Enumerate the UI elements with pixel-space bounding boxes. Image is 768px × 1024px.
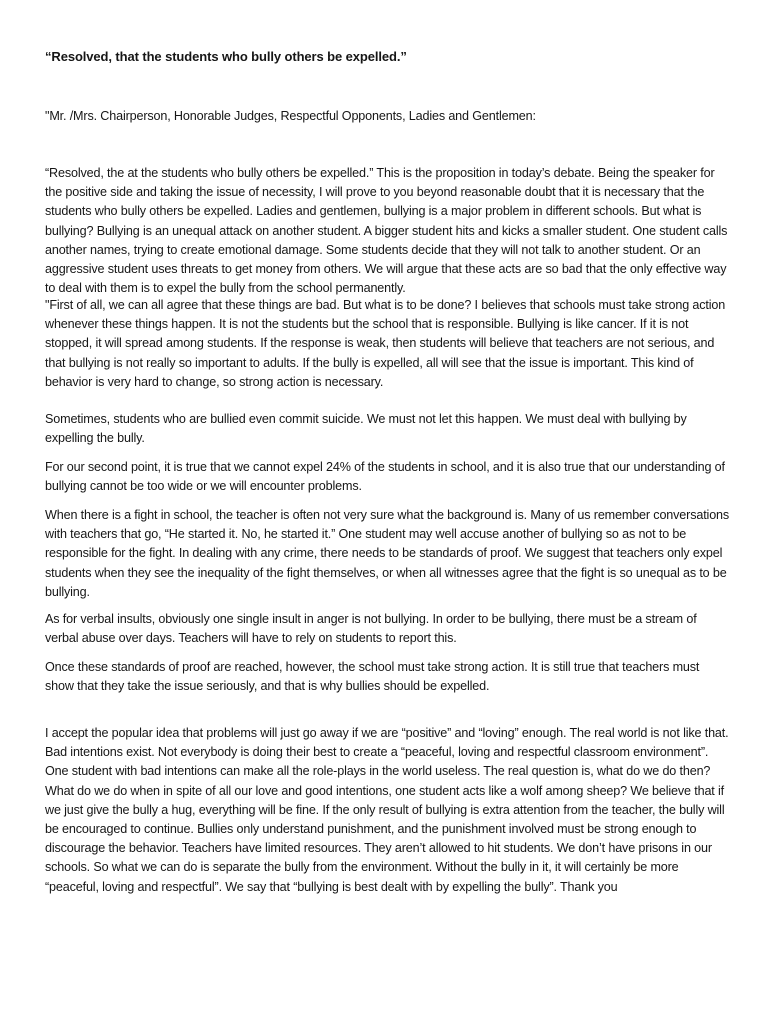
paragraph-conclusion: I accept the popular idea that problems will just go away if we are “positive” and “loving” enough. The real world is not like that. Bad intentions exist. Not everybody is doing their best to create a “peaceful, loving and respectful classroom environment”. One student with bad intentions can make all the role-plays in the world useless. The real question is, what do we do then? What do we do when in spite of all our love and good intentions, one student acts like a wolf among sheep? We believe that if we just give the bully a hug, everything will be fine. If the only result of bullying is extra attention from the teacher, the bully will be encouraged to continue. Bullies only understand punishment, and the punishment involved must be strong enough to discourage the behavior. Teachers have limited resources. They aren’t allowed to hit students. We don’t have prisons in our schools. So what we can do is separate the bully from the environment. Without the bully in it, it will certainly be more “peaceful, loving and respectful”. We say that “bullying is best dealt with by expelling the bully”. Thank you — [45, 726, 729, 894]
paragraph-verbal-insults: As for verbal insults, obviously one single insult in anger is not bullying. In order to be bullying, there must be a stream of verbal abuse over days. Teachers will have to rely on students to report this. — [45, 612, 697, 646]
paragraph-standards-of-proof: Once these standards of proof are reached, however, the school must take strong action. It is still true that teachers must show that they take the issue seriously, and that is why bullies should be expelled. — [45, 660, 700, 694]
paragraph-suicide: Sometimes, students who are bullied even commit suicide. We must not let this happen. We must deal with bullying by expelling the bully. — [45, 412, 687, 446]
paragraph-fight: When there is a fight in school, the teacher is often not very sure what the background is. Many of us remember conversations with teachers that go, “He started it. No, he started it.” One student may well accuse another of bullying so as not to be responsible for the fight. In dealing with any crime, there needs to be standards of proof. We suggest that teachers only expel students when they see the inequality of the fight themselves, or when all witnesses agree that the fight is so unequal as to be bullying. — [45, 508, 730, 599]
paragraph-second-point: For our second point, it is true that we cannot expel 24% of the students in school, and it is also true that our understanding of bullying cannot be too wide or we will encounter problems. — [45, 460, 725, 494]
salutation: "Mr. /Mrs. Chairperson, Honorable Judges, Respectful Opponents, Ladies and Gentlemen: — [45, 109, 536, 123]
paragraph-introduction: “Resolved, the at the students who bully others be expelled.” This is the proposition in today’s debate. Being the speaker for the positive side and taking the issue of necessity, I will prove to you beyond reasonable doubt that it is necessary that the students who bully others be expelled. Ladies and gentlemen, bullying is a major problem in different schools. But what is bullying? Bullying is an unequal attack on another student. A bigger student hits and kicks a smaller student. One student calls another names, trying to create emotional damage. Some students decide that they will not talk to another student. Or an aggressive student uses threats to get money from others. We will argue that these acts are so bad that the only effective way to deal with them is to expel the bully from the school permanently. — [45, 166, 728, 296]
paragraph-first-point: "First of all, we can all agree that these things are bad. But what is to be done? I believes that schools must take strong action whenever these things happen. It is not the students but the school that is responsible. Bullying is like cancer. If it is not stopped, it will spread among students. If the response is weak, then students will believe that teachers are not serious, and that bullying is not really so important to adults. If the bully is expelled, all will see that the issue is important. This kind of behavior is very hard to change, so strong action is necessary. — [45, 298, 726, 389]
speech-title: “Resolved, that the students who bully others be expelled.” — [45, 49, 407, 64]
